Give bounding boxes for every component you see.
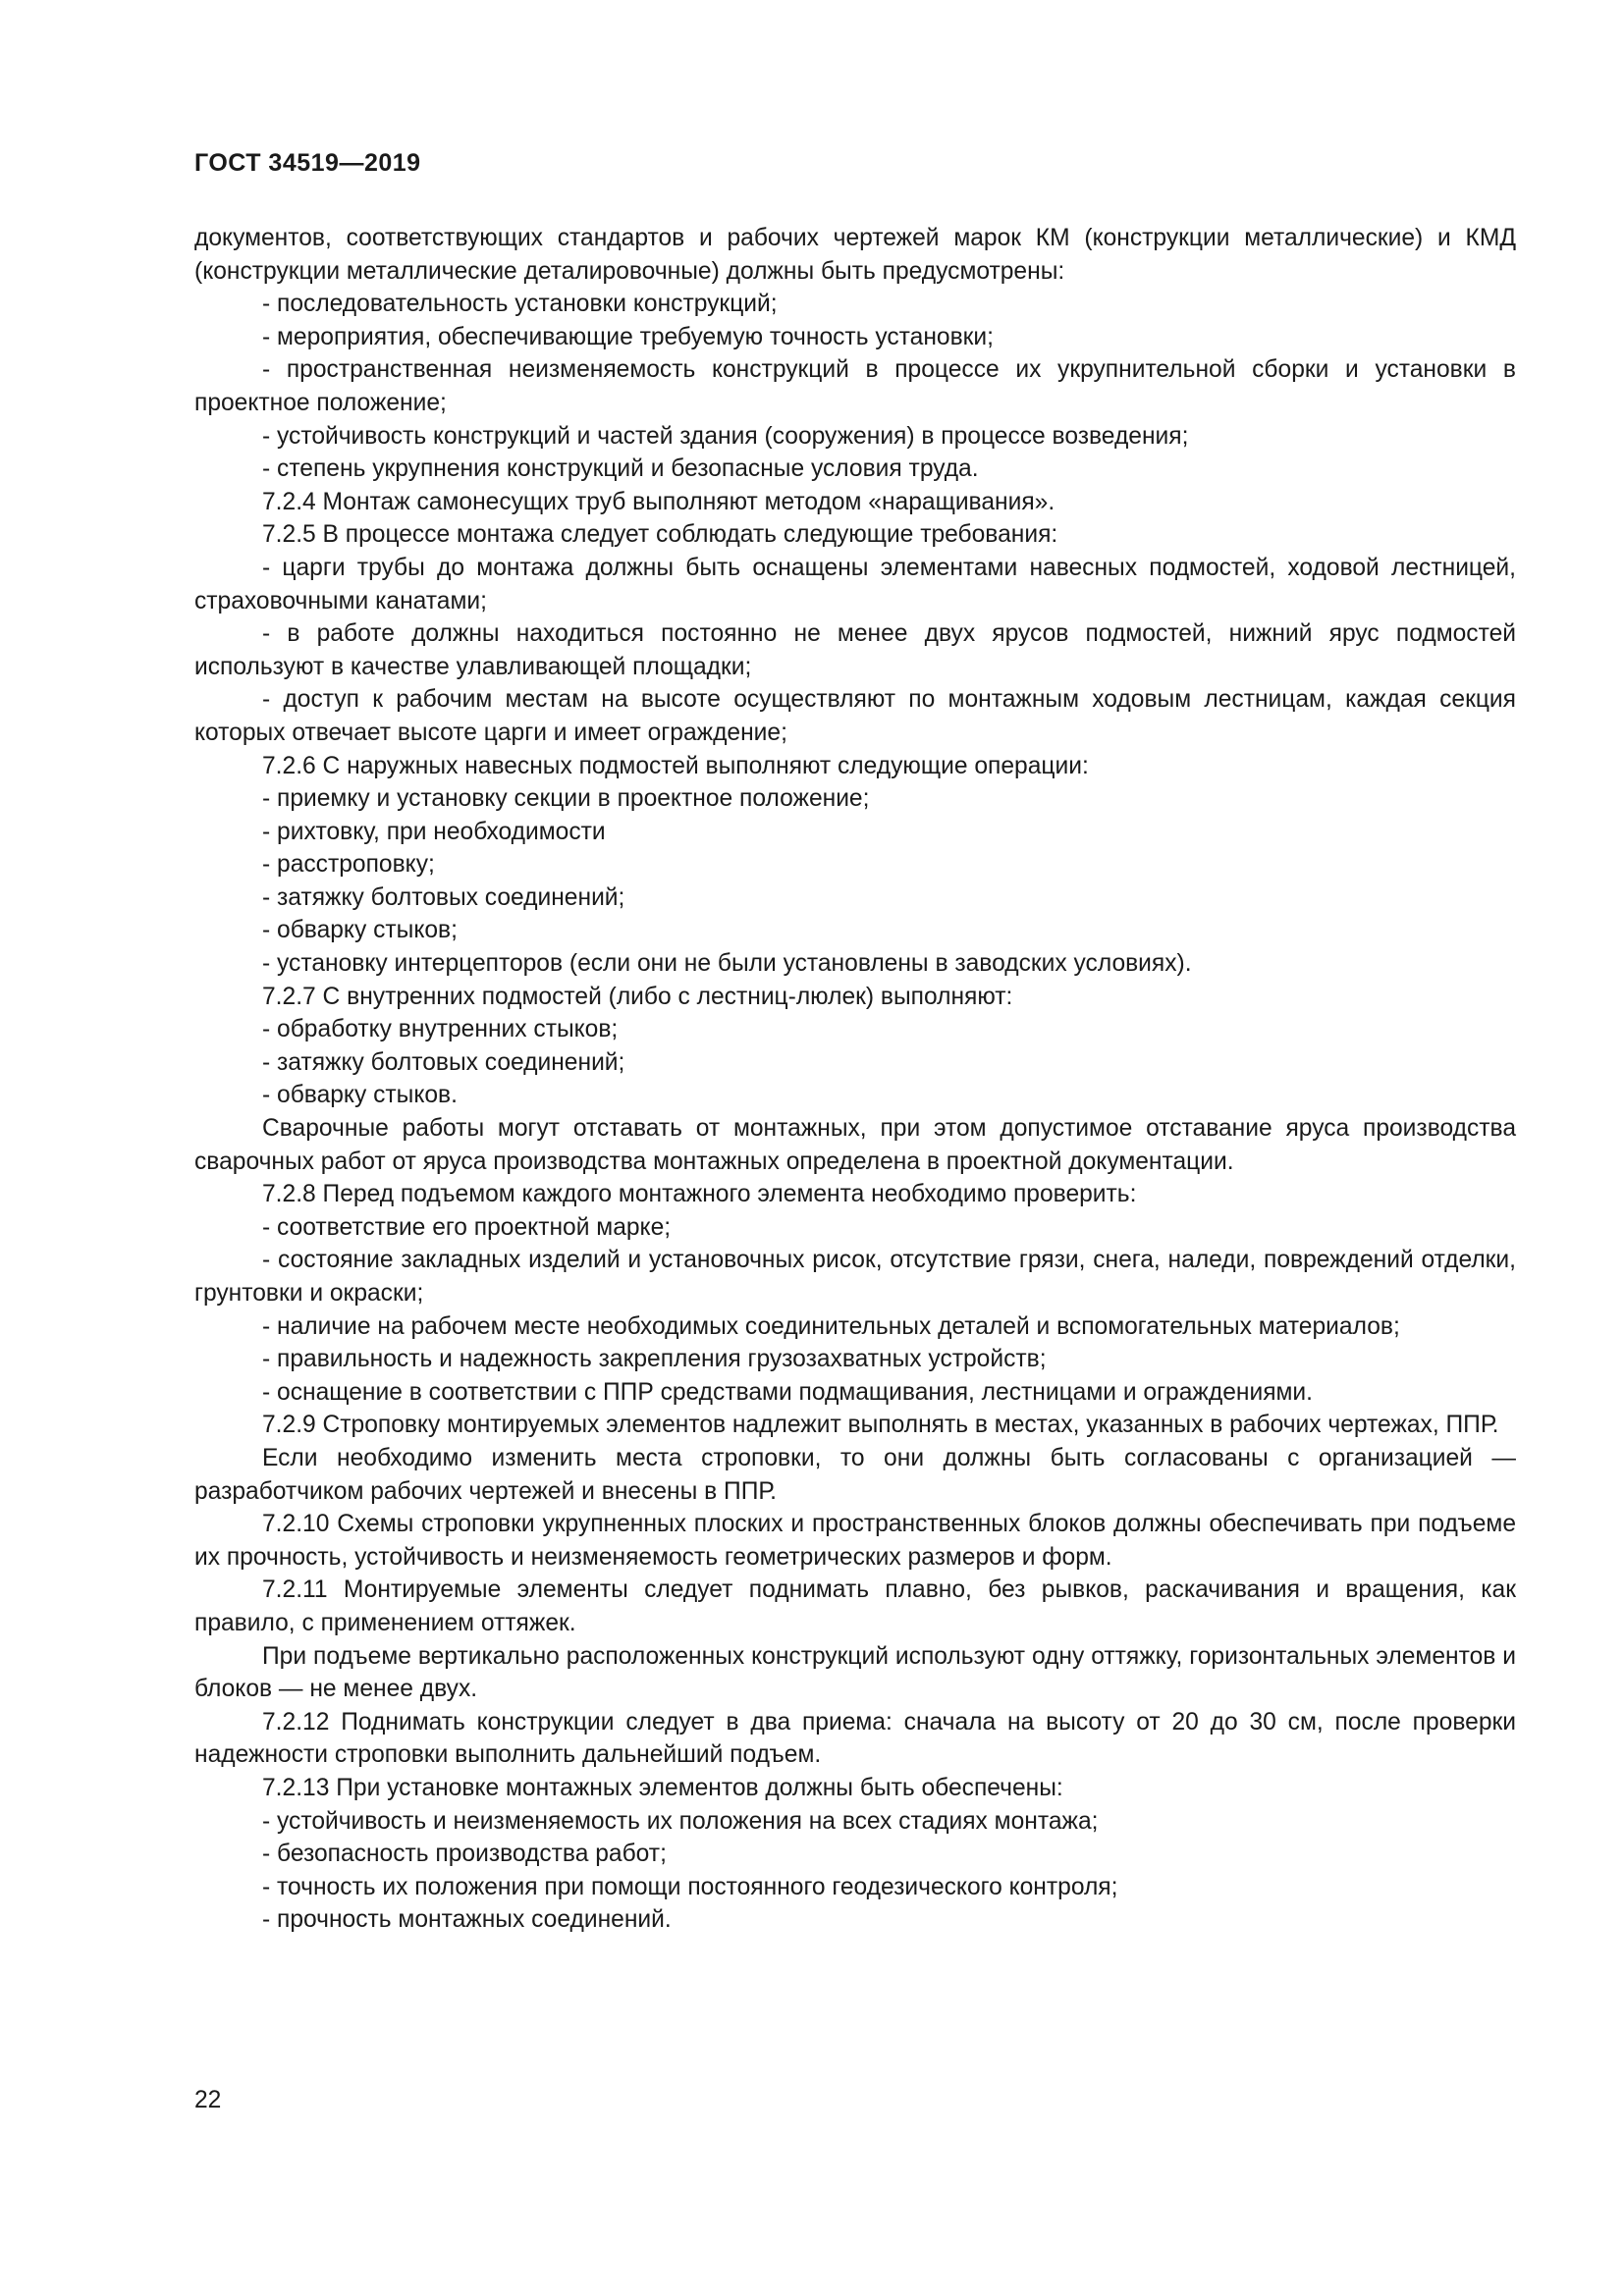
list-item: - затяжку болтовых соединений; — [262, 883, 625, 911]
clause-7-2-7: 7.2.7 С внутренних подмостей (либо с лестниц-люлек) выполняют: — [262, 983, 1013, 1010]
list-item: - обварку стыков. — [262, 1082, 458, 1109]
list-item: - обработку внутренних стыков; — [262, 1016, 619, 1043]
clause-7-2-8: 7.2.8 Перед подъемом каждого монтажного элемента необходимо проверить: — [262, 1181, 1137, 1208]
clause-7-2-10: 7.2.10 Схемы строповки укрупненных плоских и пространственных блоков должны обеспечивать при подъеме их прочность, устойчивость и неизменяемость геометрических размеров и форм. — [194, 1511, 1516, 1571]
list-item: - затяжку болтовых соединений; — [262, 1048, 625, 1076]
list-item: - прочность монтажных соединений. — [262, 1906, 672, 1934]
clause-7-2-4: 7.2.4 Монтаж самонесущих труб выполняют методом «наращивания». — [262, 488, 1056, 515]
document-header: ГОСТ 34519—2019 — [194, 149, 421, 177]
list-item: - наличие на рабочем месте необходимых соединительных деталей и вспомогательных материалов; — [262, 1312, 1400, 1340]
list-item: - рихтовку, при необходимости — [262, 818, 606, 845]
list-item: - в работе должны находиться постоянно не менее двух ярусов подмостей, нижний ярус подмостей используют в качестве улавливающей площадки; — [194, 620, 1516, 680]
list-item: - состояние закладных изделий и установочных рисок, отсутствие грязи, снега, наледи, повреждений отделки, грунтовки и окраски; — [194, 1247, 1516, 1307]
list-item: - последовательность установки конструкций; — [262, 291, 778, 318]
paragraph: документов, соответствующих стандартов и рабочих чертежей марок КМ (конструкции металлические) и КМД (конструкции металлические деталировочные) должны быть предусмотрены: — [194, 225, 1516, 285]
list-item: - устойчивость и неизменяемость их положения на всех стадиях монтажа; — [262, 1807, 1099, 1835]
clause-7-2-6: 7.2.6 С наружных навесных подмостей выполняют следующие операции: — [262, 752, 1089, 779]
list-item: - безопасность производства работ; — [262, 1841, 667, 1868]
list-item: - пространственная неизменяемость конструкций в процессе их укрупнительной сборки и установки в проектное положение; — [194, 356, 1516, 416]
list-item: - степень укрупнения конструкций и безопасные условия труда. — [262, 455, 979, 483]
list-item: - устойчивость конструкций и частей здания (сооружения) в процессе возведения; — [262, 422, 1189, 450]
clause-7-2-13: 7.2.13 При установке монтажных элементов должны быть обеспечены: — [262, 1774, 1063, 1801]
paragraph: Если необходимо изменить места строповки, то они должны быть согласованы с организацией — разработчиком рабочих чертежей и внесены в ППР. — [194, 1444, 1516, 1505]
clause-7-2-5: 7.2.5 В процессе монтажа следует соблюдать следующие требования: — [262, 521, 1058, 549]
paragraph: Сварочные работы могут отставать от монтажных, при этом допустимое отставание яруса производства сварочных работ от яруса производства монтажных определена в проектной документации. — [194, 1115, 1516, 1175]
clause-7-2-9: 7.2.9 Строповку монтируемых элементов надлежит выполнять в местах, указанных в рабочих чертежах, ППР. — [262, 1412, 1499, 1439]
list-item: - приемку и установку секции в проектное положение; — [262, 785, 870, 813]
list-item: - оснащение в соответствии с ППР средствами подмащивания, лестницами и ограждениями. — [262, 1378, 1313, 1406]
list-item: - точность их положения при помощи постоянного геодезического контроля; — [262, 1873, 1118, 1900]
list-item: - установку интерцепторов (если они не были установлены в заводских условиях). — [262, 950, 1192, 978]
page-number: 22 — [194, 2087, 222, 2113]
paragraph: При подъеме вертикально расположенных конструкций используют одну оттяжку, горизонтальных элементов и блоков — не менее двух. — [194, 1642, 1516, 1703]
clause-7-2-11: 7.2.11 Монтируемые элементы следует поднимать плавно, без рывков, раскачивания и вращения, как правило, с применением оттяжек. — [194, 1576, 1516, 1636]
clause-7-2-12: 7.2.12 Поднимать конструкции следует в два приема: сначала на высоту от 20 до 30 см, после проверки надежности строповки выполнить дальнейший подъем. — [194, 1708, 1516, 1769]
list-item: - доступ к рабочим местам на высоте осуществляют по монтажным ходовым лестницам, каждая секция которых отвечает высоте царги и имеет ограждение; — [194, 686, 1516, 746]
list-item: - обварку стыков; — [262, 917, 458, 944]
list-item: - царги трубы до монтажа должны быть оснащены элементами навесных подмостей, ходовой лестницей, страховочными канатами; — [194, 554, 1516, 614]
list-item: - мероприятия, обеспечивающие требуемую точность установки; — [262, 323, 994, 350]
list-item: - расстроповку; — [262, 851, 435, 879]
list-item: - соответствие его проектной марке; — [262, 1213, 672, 1241]
document-body — [194, 222, 1516, 1937]
list-item: - правильность и надежность закрепления грузозахватных устройств; — [262, 1346, 1047, 1373]
